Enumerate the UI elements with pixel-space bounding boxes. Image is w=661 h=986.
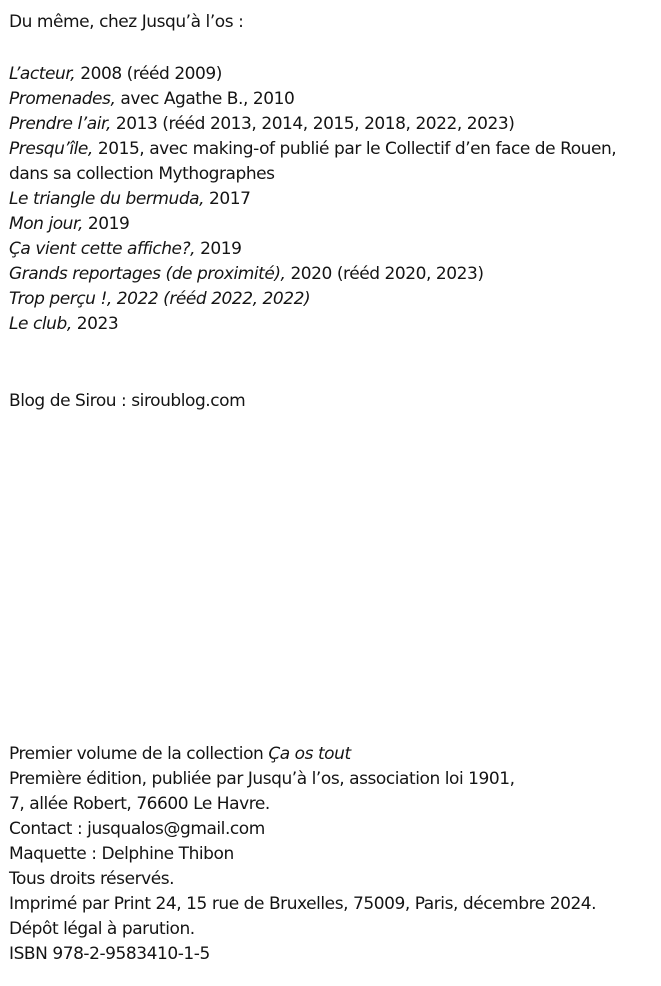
rights-line: Tous droits réservés. — [9, 869, 175, 889]
works-heading: Du même, chez Jusqu’à l’os : — [9, 12, 244, 32]
collection-prefix: Premier volume de la collection — [9, 744, 269, 764]
work-details: 2008 (rééd 2009) — [75, 64, 222, 84]
work-details: 2017 — [204, 189, 251, 209]
work-item — [9, 264, 484, 284]
work-item-continuation — [9, 164, 275, 184]
work-item — [9, 189, 251, 209]
work-item — [9, 314, 118, 334]
printer-line: Imprimé par Print 24, 15 rue de Bruxelles, 75009, Paris, décembre 2024. — [9, 894, 597, 914]
work-title: Le triangle du bermuda, — [9, 189, 205, 209]
work-title: Mon jour, — [9, 214, 83, 234]
isbn-line: ISBN 978-2-9583410-1-5 — [9, 944, 210, 964]
work-title: Ça vient cette affiche?, — [9, 239, 196, 259]
work-title: Trop perçu !, 2022 (rééd 2022, 2022) — [9, 289, 311, 309]
blog-line: Blog de Sirou : siroublog.com — [9, 391, 246, 411]
work-title: Promenades, — [9, 89, 116, 109]
work-item — [9, 114, 514, 134]
work-item — [9, 289, 310, 309]
work-item — [9, 239, 242, 259]
address-line: 7, allée Robert, 76600 Le Havre. — [9, 794, 270, 814]
collection-name: Ça os tout — [268, 744, 351, 764]
work-title: L’acteur, — [9, 64, 76, 84]
work-details: 2019 — [195, 239, 242, 259]
contact-line: Contact : jusqualos@gmail.com — [9, 819, 265, 839]
work-title: Le club, — [9, 314, 72, 334]
work-item — [9, 214, 129, 234]
work-item — [9, 139, 616, 159]
work-details: avec Agathe B., 2010 — [115, 89, 295, 109]
collection-line — [9, 744, 351, 764]
work-title: Presqu’île, — [9, 139, 93, 159]
work-details: 2015, avec making-of publié par le Collectif d’en face de Rouen, — [92, 139, 617, 159]
work-details: 2020 (rééd 2020, 2023) — [285, 264, 484, 284]
work-item — [9, 89, 294, 109]
work-item — [9, 64, 222, 84]
work-details: 2019 — [82, 214, 130, 234]
work-title: Prendre l’air, — [9, 114, 111, 134]
work-details: dans sa collection Mythographes — [9, 164, 275, 184]
work-details: 2023 — [71, 314, 119, 334]
edition-line: Première édition, publiée par Jusqu’à l’os, association loi 1901, — [9, 769, 515, 789]
work-title: Grands reportages (de proximité), — [9, 264, 286, 284]
layout-credit-line: Maquette : Delphine Thibon — [9, 844, 234, 864]
work-details: 2013 (rééd 2013, 2014, 2015, 2018, 2022, 2023) — [110, 114, 515, 134]
legal-deposit-line: Dépôt légal à parution. — [9, 919, 195, 939]
